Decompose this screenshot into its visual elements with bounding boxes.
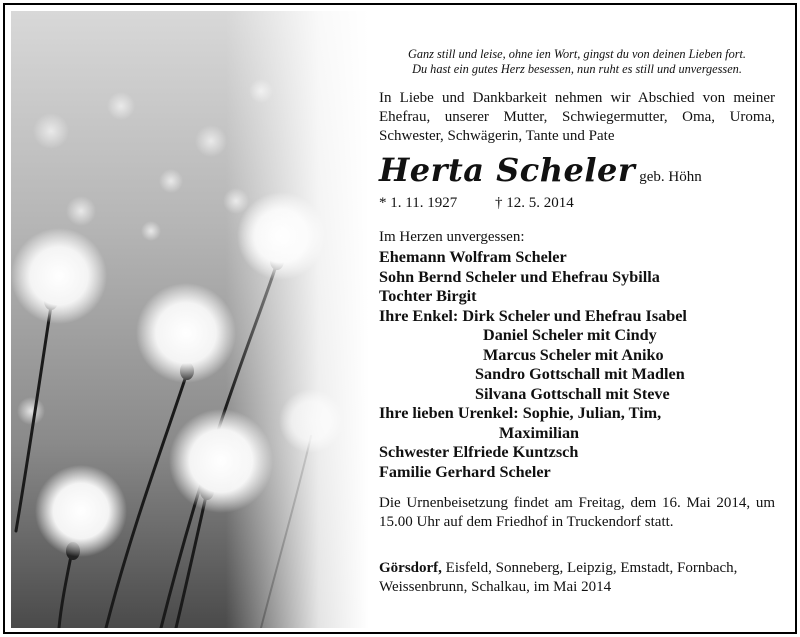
poem-line-1: Ganz still und leise, ohne ien Wort, gingst du von deinen Lieben fort. [407, 47, 747, 61]
deceased-name: Herta Scheler [379, 151, 636, 189]
life-dates [379, 195, 574, 212]
funeral-notice: Die Urnenbeisetzung findet am Freitag, dem 16. Mai 2014, um 15.00 Uhr auf dem Friedhof in Truckendorf statt. [379, 495, 775, 530]
mourner-line: Marcus Scheler mit Aniko [483, 345, 664, 364]
mourner-line: Ihre Enkel: Dirk Scheler und Ehefrau Isabel [379, 306, 687, 325]
mourner-line: Familie Gerhard Scheler [379, 462, 551, 481]
cotton-grass-photo [11, 11, 369, 628]
mourner-line: Maximilian [499, 423, 580, 442]
mourner-line: Daniel Scheler mit Cindy [483, 326, 657, 344]
mourner-line: Ihre lieben Urenkel: Sophie, Julian, Tim, [379, 404, 662, 422]
poem-line-2: Du hast ein gutes Herz besessen, nun ruht es still und unvergessen. [412, 62, 742, 76]
mourner-line: Silvana Gottschall mit Steve [475, 384, 670, 403]
deceased-name-line [379, 151, 775, 189]
obituary-card [3, 3, 797, 634]
place-first: Görsdorf, [379, 560, 442, 576]
mourners-heading: Im Herzen unvergessen: [379, 229, 525, 245]
farewell-intro: In Liebe und Dankbarkeit nehmen wir Abschied von meiner Ehefrau, unserer Mutter, Schwiegermutter, Oma, Uroma, Schwester, Schwägerin, Tante und Pate [379, 90, 775, 144]
mourner-line: Tochter Birgit [379, 287, 477, 305]
places-and-date [379, 559, 775, 597]
mourner-line: Ehemann Wolfram Scheler [379, 248, 567, 266]
mourners-list [379, 248, 775, 482]
mourner-line: Sandro Gottschall mit Madlen [475, 365, 685, 383]
mourner-line: Sohn Bernd Scheler und Ehefrau Sybilla [379, 267, 660, 286]
birth-name: geb. Höhn [639, 169, 702, 185]
death-date: † 12. 5. 2014 [494, 195, 574, 211]
mourner-line: Schwester Elfriede Kuntzsch [379, 443, 579, 461]
birth-date: * 1. 11. 1927 [379, 195, 458, 211]
memorial-poem [379, 47, 775, 77]
place-rest: Eisfeld, Sonneberg, Leipzig, Emstadt, Fornbach, Weissenbrunn, Schalkau, im Mai 2014 [379, 560, 738, 595]
